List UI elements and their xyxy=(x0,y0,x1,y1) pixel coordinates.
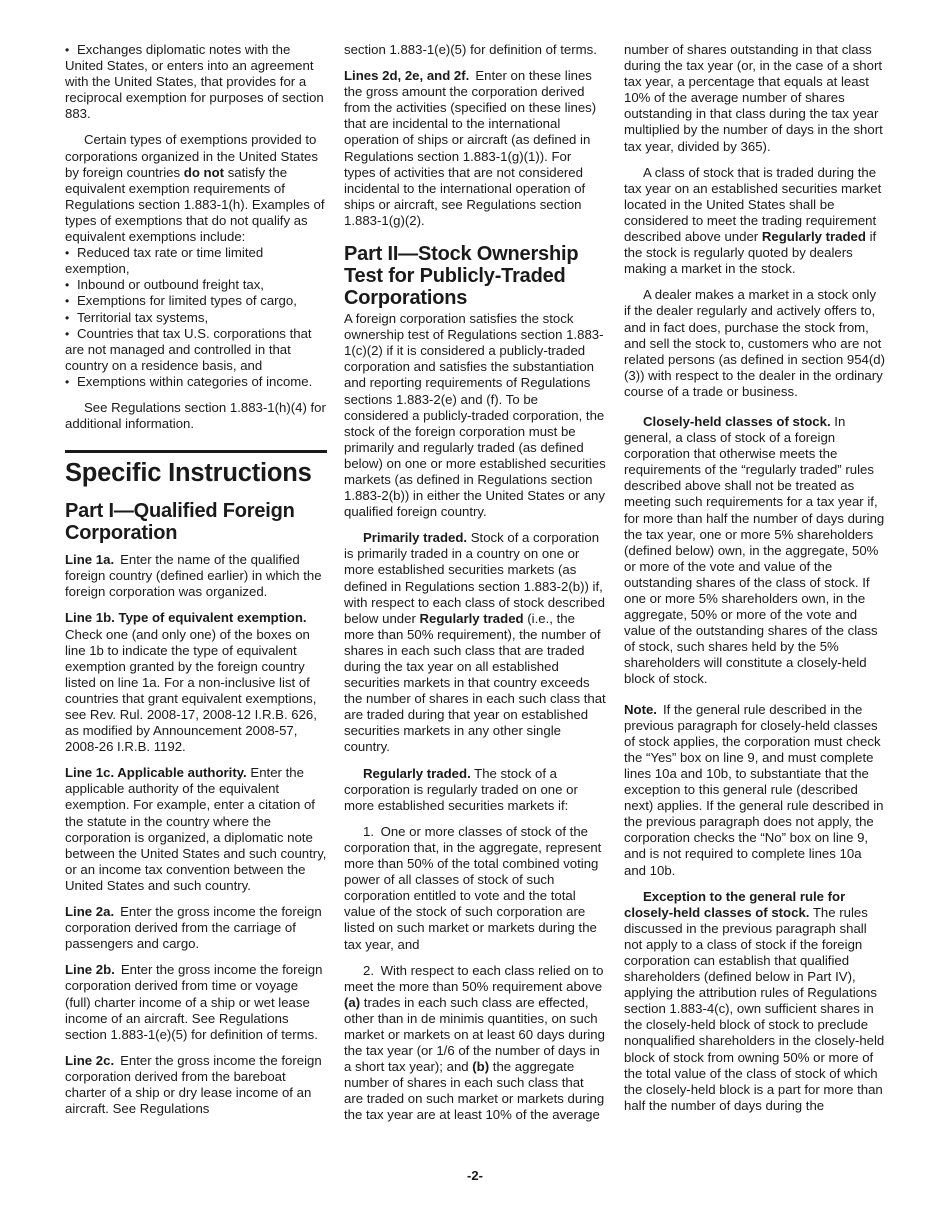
line-1b-instruction: Line 1b. Type of equivalent exemption. Check one (and only one) of the boxes on line 1b to indicate the type of equivalent exemption granted by the foreign country listed on line 1a. For a non-inclusive list of countries that grant equivalent exemptions, see Rev. Rul. 2008-17, 2008-12 I.R.B. 626, as modified by Announcement 2008-57, 2008-26 I.R.B. 1192. xyxy=(65,610,317,755)
paragraph: A class of stock that is traded during the tax year on an established securities market located in the United States shall be considered to meet the trading requirement described above under Regularly traded if the stock is regularly quoted by dealers making a market in the stock. xyxy=(624,164,882,277)
list-item: • Exemptions for limited types of cargo, xyxy=(65,293,327,309)
line-2b-instruction: Line 2b. Enter the gross income the foreign corporation derived from time or voyage (full) charter income of a ship or wet lease income of an aircraft. See Regulations section 1.883-1(e)(5) for definition of terms. xyxy=(65,962,323,1042)
paragraph: Certain types of exemptions provided to corporations organized in the United States by foreign countries do not satisfy the equivalent exemption requirements of Regulations section 1.883-1(h). Examples of types of exemptions that do not qualify as equivalent exemptions include: xyxy=(65,132,325,245)
list-item: • Reduced tax rate or time limited exemption, xyxy=(65,245,327,277)
primarily-traded-paragraph: Primarily traded. Stock of a corporation is primarily traded in a country on one or more established securities markets (as defined in Regulations section 1.883-2(b)) if, with respect to each class of stock described below under Regularly traded (i.e., the more than 50% requirement), the number of shares in each such class that are traded during the tax year on all established securities markets in that country exceeds the number of shares in each such class that are traded during that year on established securities markets in any other single country. xyxy=(344,530,606,755)
bullet-item: • Exchanges diplomatic notes with the United States, or enters into an agreement with the United States, that provides for a reciprocal exemption for purposes of section 883. xyxy=(65,42,327,122)
lines-2d-2e-2f-instruction: Lines 2d, 2e, and 2f. Enter on these lines the gross amount the corporation derived from the activities (specified on these lines) that are incidental to the international operation of ships or aircraft (as defined in Regulations section 1.883-1(g)(1)). For types of activities that are not considered incidental to the international operation of ships or aircraft, see Regulations section 1.883-1(g)(2). xyxy=(344,68,597,228)
line-2a-instruction: Line 2a. Enter the gross income the foreign corporation derived from the carriage of passengers and cargo. xyxy=(65,904,322,952)
column-1 xyxy=(65,42,327,1127)
heading-part-2: Part II—Stock Ownership Test for Publicly-Traded Corporations xyxy=(344,243,579,310)
paragraph: See Regulations section 1.883-1(h)(4) for additional information. xyxy=(65,399,326,432)
line-1a-instruction: Line 1a. Enter the name of the qualified foreign country (defined earlier) in which the foreign corporation was organized. xyxy=(65,552,322,600)
heading-part-1: Part I—Qualified Foreign Corporation xyxy=(65,500,295,545)
section-heading-specific-instructions: Specific Instructions xyxy=(65,450,327,488)
paragraph: A dealer makes a market in a stock only if the dealer regularly and actively offers to, and in fact does, purchase the stock from, and sell the stock to, customers who are not related persons (as defined in section 954(d)(3)) with respect to the dealer in the ordinary course of a trade or business. xyxy=(624,287,885,399)
list-item: • Countries that tax U.S. corporations that are not managed and controlled in that country on a residence basis, and xyxy=(65,326,327,374)
column-3 xyxy=(624,42,886,1124)
exception-paragraph: Exception to the general rule for closely-held classes of stock. The rules discussed in the previous paragraph shall not apply to a class of stock if the foreign corporation can establish that qualified shareholders (defined below in Part IV), applying the attribution rules of Regulations section 1.883-4(c), own sufficient shares in the closely-held block of stock to preclude nonqualified shareholders in the closely-held block of stock from owning 50% or more of the total value of the class of stock of which the closely-held block is a part for more than half the number of days during the xyxy=(624,888,885,1113)
numbered-item-2: 2. With respect to each class relied on to meet the more than 50% requirement above (a) trades in each such class are effected, other than in de minimis quantities, on such market or markets on at least 60 days during the tax year (or 1/6 of the number of days in a short tax year); and (b) the aggregate number of shares in each such class that are traded on such market or markets during the tax year are at least 10% of the average xyxy=(344,962,605,1123)
note-paragraph: Note. If the general rule described in the previous paragraph for closely-held classes of stock applies, the corporation must check the “Yes” box on line 9, and must complete lines 10a and 10b, to substantiate that the exception to this general rule (described next) applies. If the general rule described in the previous paragraph does not apply, the corporation checks the “No” box on line 9, and is not required to complete lines 10a and 10b. xyxy=(624,701,884,878)
line-1c-instruction: Line 1c. Applicable authority. Enter the applicable authority of the equivalent exemption. For example, enter a citation of the statute in the country where the corporation is organized, a diplomatic note between the United States and such country, or an income tax convention between the United States and such country. xyxy=(65,765,327,893)
exemption-list xyxy=(65,245,327,390)
list-item: • Inbound or outbound freight tax, xyxy=(65,277,327,293)
page-number: -2- xyxy=(467,1168,483,1183)
regularly-traded-paragraph: Regularly traded. The stock of a corporation is regularly traded on one or more established securities markets if: xyxy=(344,765,578,813)
paragraph: section 1.883-1(e)(5) for definition of terms. xyxy=(344,42,597,57)
closely-held-paragraph: Closely-held classes of stock. In general, a class of stock of a foreign corporation that otherwise meets the requirements of the “regularly traded” rules described above shall not be treated as meeting such requirements for a tax year if, for more than half the number of days during the tax year, one or more 5% shareholders (defined below) own, in the aggregate, 50% or more of the vote and value of the outstanding shares of the class of stock. If one or more 5% shareholders own, in the aggregate, 50% or more of the vote and value of the outstanding shares of the class of stock, such shares held by the 5% shareholders will constitute a closely-held block of stock. xyxy=(624,413,885,687)
list-item: • Territorial tax systems, xyxy=(65,310,327,326)
paragraph: number of shares outstanding in that class during the tax year (or, in the case of a short tax year, a percentage that equals at least 10% of the average number of shares outstanding in that class during the tax year multiplied by the number of days in the short tax year, divided by 365). xyxy=(624,42,883,154)
line-2c-instruction: Line 2c. Enter the gross income the foreign corporation derived from the bareboat charter of a ship or dry lease income of an aircraft. See Regulations xyxy=(65,1052,322,1117)
paragraph: A foreign corporation satisfies the stock ownership test of Regulations section 1.883-1(c)(2) if it is considered a publicly-traded corporation and satisfies the substantiation and reporting requirements of Regulations sections 1.883-2(e) and (f). To be considered a publicly-traded corporation, the stock of the foreign corporation must be primarily and regularly traded (as defined below) on one or more established securities markets (as defined in Regulations section 1.883-2(b)) in either the United States or any qualified foreign country. xyxy=(344,311,606,520)
column-2 xyxy=(344,42,606,1134)
numbered-item-1: 1. One or more classes of stock of the corporation that, in the aggregate, represent more than 50% of the total combined voting power of all classes of stock of such corporation entitled to vote and the total value of the stock of such corporation are listed on such market or markets during the tax year, and xyxy=(344,823,602,952)
list-item: • Exemptions within categories of income. xyxy=(65,374,327,390)
